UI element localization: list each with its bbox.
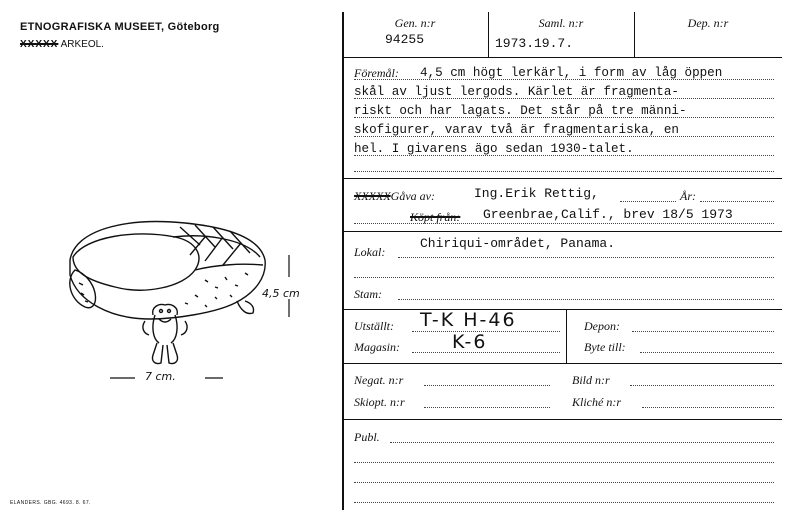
utstallt-label: Utställt: bbox=[354, 319, 395, 333]
byte-label: Byte till: bbox=[584, 340, 626, 354]
magasin-label: Magasin: bbox=[354, 340, 400, 354]
foremal-label: Föremål: bbox=[354, 66, 399, 80]
department bbox=[20, 39, 104, 50]
saml-nr-label: Saml. n:r bbox=[538, 16, 584, 30]
foremal-line-3: riskt och har lagats. Det står på tre männi- bbox=[354, 104, 687, 118]
acquisition-label bbox=[354, 189, 435, 204]
row-divider-3 bbox=[342, 231, 782, 232]
dotted-line bbox=[354, 223, 774, 224]
dotted-line bbox=[390, 442, 774, 443]
row-divider-1 bbox=[342, 57, 782, 58]
museum-name: ETNOGRAFISKA MUSEET, Göteborg bbox=[20, 21, 220, 33]
publ-label: Publ. bbox=[354, 430, 380, 444]
utstallt-value: T-K H-46 bbox=[420, 309, 517, 331]
dotted-line bbox=[354, 117, 774, 118]
ar-label: År: bbox=[680, 189, 696, 203]
negat-label: Negat. n:r bbox=[354, 373, 404, 387]
row-divider-2 bbox=[342, 178, 782, 179]
gava-label: Gåva av: bbox=[390, 189, 435, 203]
col-divider-1 bbox=[488, 12, 489, 57]
row-divider-5 bbox=[342, 363, 782, 364]
dotted-line bbox=[630, 385, 774, 386]
card-left-border bbox=[342, 12, 344, 510]
dotted-line bbox=[424, 407, 550, 408]
kopt-struck: Köpt från: bbox=[410, 210, 461, 224]
gen-nr-value: 94255 bbox=[385, 32, 425, 47]
vessel-drawing bbox=[55, 215, 325, 390]
foremal-line-5: hel. I givarens ägo sedan 1930-talet. bbox=[354, 142, 634, 156]
dotted-line bbox=[354, 79, 774, 80]
height-note: 4,5 cm bbox=[262, 287, 300, 300]
dotted-line bbox=[354, 482, 774, 483]
foremal-line-2: skål av ljust lergods. Kärlet är fragmenta- bbox=[354, 85, 679, 99]
gava-value: Ing.Erik Rettig, bbox=[474, 186, 599, 201]
dotted-line bbox=[354, 462, 774, 463]
col-divider-2 bbox=[634, 12, 635, 57]
insaml-struck: XXXXX bbox=[354, 189, 391, 203]
department-label: ARKEOL. bbox=[60, 39, 104, 50]
kopt-value: Greenbrae,Calif., brev 18/5 1973 bbox=[483, 207, 733, 222]
dep-nr-label: Dep. n:r bbox=[687, 16, 729, 30]
skiopt-label: Skiopt. n:r bbox=[354, 395, 405, 409]
width-note: 7 cm. bbox=[145, 370, 176, 383]
dotted-line bbox=[412, 352, 560, 353]
department-struck: XXXXX bbox=[20, 39, 59, 50]
foremal-line-4: skofigurer, varav två är fragmentariska, en bbox=[354, 123, 679, 137]
dotted-line bbox=[354, 277, 774, 278]
dotted-line bbox=[354, 502, 774, 503]
dotted-line bbox=[620, 201, 676, 202]
saml-nr-value: 1973.19.7. bbox=[495, 36, 574, 51]
stam-label: Stam: bbox=[354, 287, 382, 301]
dotted-line bbox=[398, 299, 774, 300]
dotted-line bbox=[354, 171, 774, 172]
depon-label: Depon: bbox=[584, 319, 620, 333]
foremal-line-1: 4,5 cm högt lerkärl, i form av låg öppen bbox=[420, 66, 723, 80]
lokal-value: Chiriqui-området, Panama. bbox=[420, 236, 616, 251]
dotted-line bbox=[700, 201, 774, 202]
bild-label: Bild n:r bbox=[572, 373, 610, 387]
magasin-value: K-6 bbox=[452, 331, 488, 353]
dotted-line bbox=[642, 407, 774, 408]
dotted-line bbox=[354, 136, 774, 137]
dotted-line bbox=[640, 352, 774, 353]
storage-divider bbox=[566, 309, 567, 363]
cliche-label: Kliché n:r bbox=[572, 395, 621, 409]
lokal-label: Lokal: bbox=[354, 245, 386, 259]
dotted-line bbox=[354, 98, 774, 99]
dotted-line bbox=[632, 331, 774, 332]
printer-imprint: ELANDERS. GBG. 4693. 8. 67. bbox=[10, 500, 91, 506]
dotted-line bbox=[424, 385, 550, 386]
gen-nr-label: Gen. n:r bbox=[394, 16, 436, 30]
row-divider-6 bbox=[342, 419, 782, 420]
dotted-line bbox=[398, 257, 774, 258]
row-divider-4 bbox=[342, 309, 782, 310]
dotted-line bbox=[354, 155, 774, 156]
